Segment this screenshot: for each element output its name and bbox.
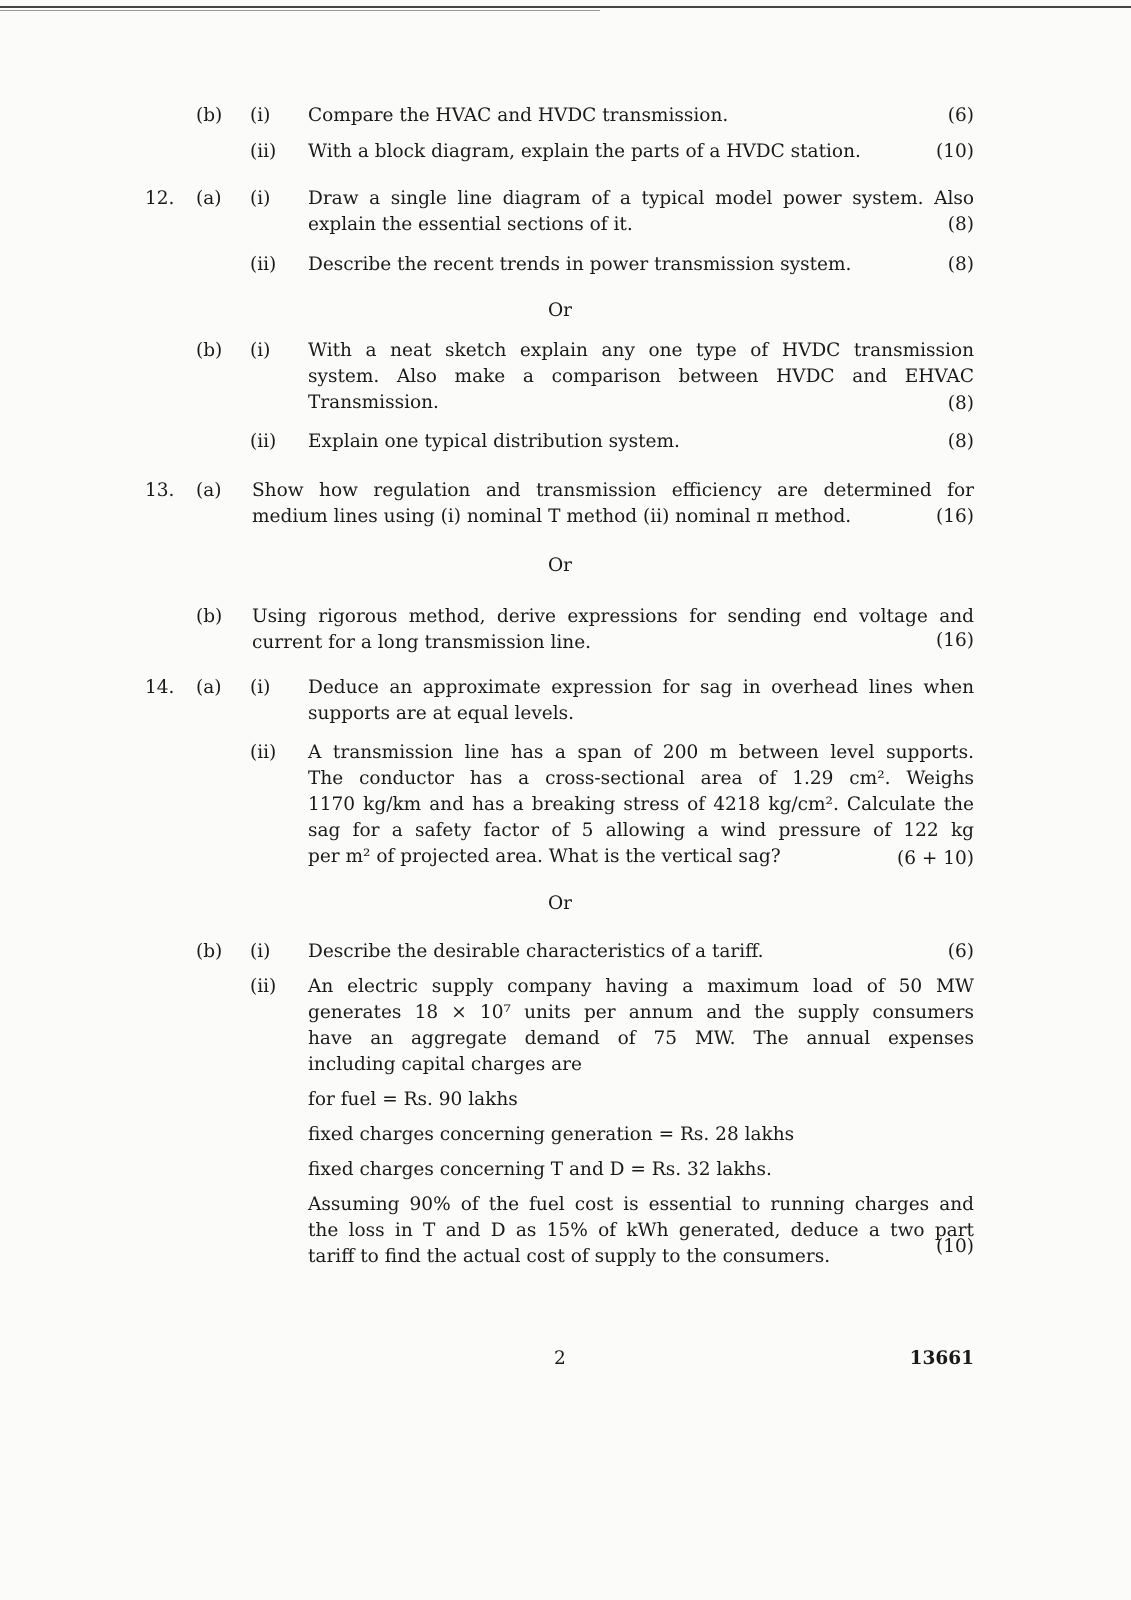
sub-label: (ii)	[250, 141, 277, 162]
scan-top-border-faint	[0, 10, 600, 11]
or-separator: Or	[547, 300, 572, 321]
text-line: Assuming 90% of the fuel cost is essential to running charges and	[308, 1194, 974, 1215]
part-label: (a)	[196, 480, 222, 501]
part-label: (b)	[196, 340, 223, 361]
text-line: Transmission.	[308, 392, 439, 413]
question-text: Explain one typical distribution system.	[308, 431, 680, 452]
text-line: Deduce an approximate expression for sag in overhead lines when	[308, 677, 974, 698]
text-line: including capital charges are	[308, 1054, 582, 1075]
scan-top-border	[0, 6, 1131, 8]
marks: (8)	[947, 393, 974, 414]
marks: (8)	[947, 431, 974, 452]
text-line: Using rigorous method, derive expressions for sending end voltage and	[252, 606, 974, 627]
part-label: (b)	[196, 105, 223, 126]
question-number: 13.	[145, 480, 175, 501]
sub-label: (ii)	[250, 976, 277, 997]
text-line: supports are at equal levels.	[308, 703, 575, 724]
marks: (16)	[936, 630, 974, 651]
question-text	[308, 740, 974, 870]
sub-label: (i)	[250, 105, 271, 126]
marks: (16)	[936, 506, 974, 527]
or-separator: Or	[547, 893, 572, 914]
question-text: Compare the HVAC and HVDC transmission.	[308, 105, 729, 126]
part-label: (b)	[196, 606, 223, 627]
sub-label: (i)	[250, 677, 271, 698]
question-number: 14.	[145, 677, 175, 698]
question-text: Describe the desirable characteristics of a tariff.	[308, 941, 764, 962]
text-line: Draw a single line diagram of a typical model power system. Also	[308, 188, 974, 209]
text-line: tariff to find the actual cost of supply to the consumers.	[308, 1246, 831, 1267]
marks: (8)	[947, 254, 974, 275]
text-line: system. Also make a comparison between HVDC and EHVAC	[308, 366, 974, 387]
marks: (8)	[947, 214, 974, 235]
question-text	[308, 186, 974, 238]
text-line: sag for a safety factor of 5 allowing a wind pressure of 122 kg	[308, 820, 974, 841]
question-text	[308, 338, 974, 416]
part-label: (a)	[196, 188, 222, 209]
text-line: A transmission line has a span of 200 m between level supports.	[308, 742, 974, 763]
text-line: per m² of projected area. What is the vertical sag?	[308, 846, 781, 867]
text-line: Show how regulation and transmission efficiency are determined for	[252, 480, 974, 501]
sub-label: (ii)	[250, 742, 277, 763]
page-number: 2	[554, 1348, 566, 1369]
marks: (6)	[947, 105, 974, 126]
given-generation-charges: fixed charges concerning generation = Rs. 28 lakhs	[308, 1124, 795, 1145]
paper-code: 13661	[909, 1348, 974, 1369]
given-td-charges: fixed charges concerning T and D = Rs. 32 lakhs.	[308, 1159, 772, 1180]
question-number: 12.	[145, 188, 175, 209]
text-line: An electric supply company having a maximum load of 50 MW	[308, 976, 974, 997]
sub-label: (i)	[250, 941, 271, 962]
text-line: medium lines using (i) nominal T method (ii) nominal π method.	[252, 506, 852, 527]
sub-label: (ii)	[250, 431, 277, 452]
text-line: generates 18 × 10⁷ units per annum and the supply consumers	[308, 1002, 974, 1023]
question-text	[308, 974, 974, 1270]
marks: (10)	[936, 1236, 974, 1257]
text-line: With a neat sketch explain any one type of HVDC transmission	[308, 340, 974, 361]
text-line: 1170 kg/km and has a breaking stress of 4218 kg/cm². Calculate the	[308, 794, 974, 815]
text-line: explain the essential sections of it.	[308, 214, 633, 235]
question-text: With a block diagram, explain the parts of a HVDC station.	[308, 141, 861, 162]
sub-label: (i)	[250, 340, 271, 361]
text-line: The conductor has a cross-sectional area of 1.29 cm². Weighs	[308, 768, 974, 789]
question-text: Describe the recent trends in power transmission system.	[308, 254, 852, 275]
text-line: current for a long transmission line.	[252, 632, 592, 653]
marks: (10)	[936, 141, 974, 162]
text-line: have an aggregate demand of 75 MW. The annual expenses	[308, 1028, 974, 1049]
marks: (6)	[947, 941, 974, 962]
question-text	[252, 478, 974, 530]
sub-label: (i)	[250, 188, 271, 209]
question-text	[308, 675, 974, 727]
question-text	[252, 604, 974, 656]
part-label: (b)	[196, 941, 223, 962]
part-label: (a)	[196, 677, 222, 698]
given-fuel-cost: for fuel = Rs. 90 lakhs	[308, 1089, 518, 1110]
marks: (6 + 10)	[896, 848, 974, 869]
text-line: the loss in T and D as 15% of kWh generated, deduce a two part	[308, 1220, 974, 1241]
or-separator: Or	[547, 555, 572, 576]
sub-label: (ii)	[250, 254, 277, 275]
